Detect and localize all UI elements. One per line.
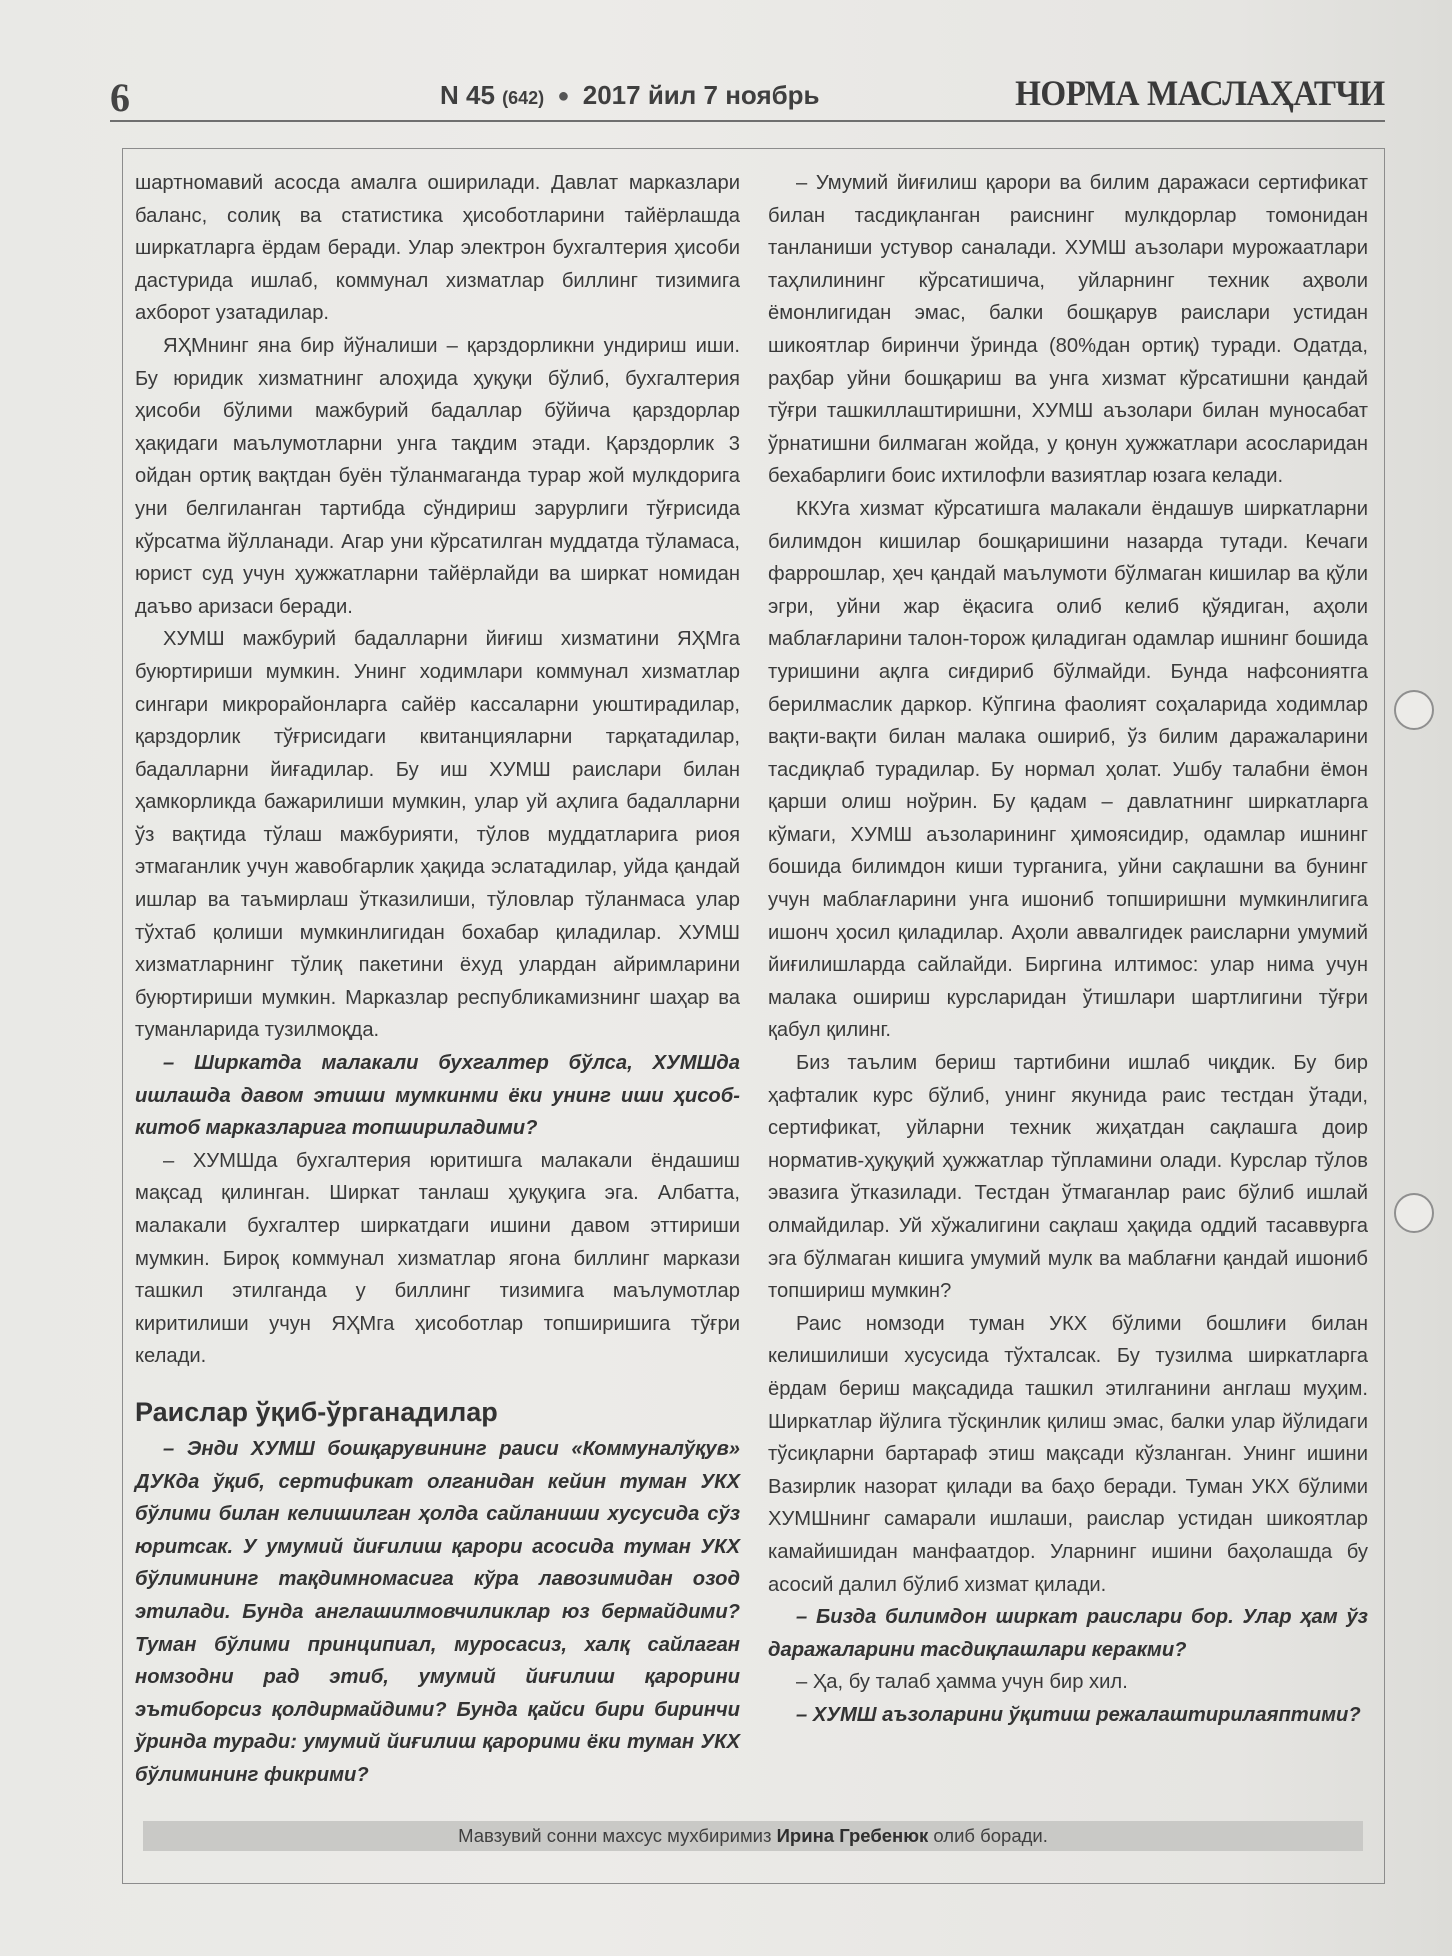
issue-number: N 45 [440, 80, 495, 110]
left-column [135, 167, 740, 1792]
binder-hole [1394, 690, 1434, 730]
interview-question: – Бизда билимдон ширкат раислари бор. Улар ҳам ўз даражаларини тасдиқлашлари керакми? [768, 1606, 1368, 1661]
interview-answer: – ХУМШда бухгалтерия юритишга малакали ёндашиш мақсад қилинган. Ширкат танлаш ҳуқуқига эга. Албатта, малакали бухгалтер ширкатдаги ишини давом эттириши мумкин. Бироқ коммунал хизматлар ягона биллинг маркази ташкил этилганда у биллинг тизимига маълумотлар киритилиши учун ЯҲМга ҳисоботлар топширишига тўғри келади. [135, 1149, 740, 1368]
paragraph: шартномавий асосда амалга оширилади. Давлат марказлари баланс, солиқ ва статистика ҳисоботларини тайёрлашда ширкатларга ёрдам беради. Улар электрон бухгалтерия ҳисоби дастурида ишлаб, коммунал хизматлар биллинг тизимига ахборот узатадилар. [135, 172, 740, 325]
bullet-icon: ● [557, 85, 570, 107]
byline-text-end: олиб боради. [933, 1825, 1048, 1846]
issue-info [440, 80, 820, 111]
paragraph: ХУМШ мажбурий бадалларни йиғиш хизматини ЯҲМга буюртириши мумкин. Унинг ходимлари коммунал хизматлар сингари микрорайонларга сайёр кассаларни уюштирадилар, қарздорлик тўғрисидаги квитанцияларни тарқатадилар, бадалларни йиғадилар. Бу иш ХУМШ раислари билан ҳамкорликда бажарилиши мумкин, улар уй аҳлига бадалларни ўз вақтида тўлаш мажбурияти, тўлов муддатларига риоя этмаганлик учун жавобгарлик ҳақида эслатадилар, уйда қандай ишлар ва таъмирлаш ўтказилиши, тўловлар тўланмаса улар тўхтаб қолиши мумкинлигидан бохабар қиладилар. ХУМШ хизматларнинг тўлиқ пакетини ёхуд улардан айримларини буюртириши мумкин. Марказлар республикамизнинг шаҳар ва туманларида тузилмоқда. [135, 628, 740, 1042]
page-header [110, 70, 1385, 122]
masthead: НОРМА МАСЛАҲАТЧИ [1015, 73, 1385, 113]
binder-hole [1394, 1193, 1434, 1233]
paragraph: Биз таълим бериш тартибини ишлаб чиқдик. Бу бир ҳафталик курс бўлиб, унинг якунида раис тестдан ўтади, сертификат, уйларни техник жиҳатдан сақлашга доир норматив-ҳуқуқий ҳужжатлар тўпламини олади. Курслар тўлов эвазига ўтказилади. Тестдан ўтмаганлар раис бўлиб ишлай олмайдилар. Уй хўжалигини сақлаш ҳақида оддий тасаввурга эга бўлмаган кишига умумий мулк ва маблағни қандай ишониб топшириш мумкин? [768, 1052, 1368, 1303]
interview-answer: – Ҳа, бу талаб ҳамма учун бир хил. [796, 1671, 1128, 1694]
paragraph: ЯҲМнинг яна бир йўналиши – қарздорликни ундириш иши. Бу юридик хизматнинг алоҳида ҳуқуқи бўлиб, бухгалтерия ҳисоби бўлими мажбурий бадаллар бўйича қарздорлар ҳақидаги маълумотларни унга тақдим этади. Қарздорлик 3 ойдан ортиқ вақтдан буён тўланмаганда турар жой мулкдорига уни белгиланган тартибда сўндириш зарурлиги тўғрисида кўрсатма йўлланади. Агар уни кўрсатилган муддатда тўламаса, юрист суд учун ҳужжатларни тайёрлайди ва ширкат номидан даъво аризаси беради. [135, 334, 740, 618]
issue-date: 2017 йил 7 ноябрь [582, 80, 820, 110]
interview-question: – Ширкатда малакали бухгалтер бўлса, ХУМШда ишлашда давом этиши мумкинми ёки унинг иши ҳисоб-китоб марказларига топшириладими? [135, 1052, 740, 1140]
byline-author: Ирина Гребенюк [776, 1825, 929, 1846]
interview-question: – ХУМШ аъзоларини ўқитиш режалаштирилаяптими? [796, 1703, 1361, 1726]
byline-footer [143, 1821, 1363, 1851]
interview-question: – Энди ХУМШ бошқарувининг раиси «Коммуналўқув» ДУКда ўқиб, сертификат олганидан кейин туман УКХ бўлими билан келишилган ҳолда сайланиши хусусида сўз юритсак. У умумий йиғилиш қарори асосида туман УКХ бўлимининг тақдимномасига кўра лавозимидан озод этилади. Бунда англашилмовчиликлар юз бермайдими? Туман бўлими принципиал, муросасиз, халқ сайлаган номзодни рад этиб, умумий йиғилиш қарорини эътиборсиз қолдирмайдими? Бунда қайси бири биринчи ўринда туради: умумий йиғилиш қарорими ёки туман УКХ бўлимининг фикрими? [135, 1437, 740, 1786]
section-subheading: Раислар ўқиб-ўрганадилар [135, 1396, 498, 1427]
interview-answer: – Умумий йиғилиш қарори ва билим даражаси сертификат билан тасдиқланган раиснинг мулкдорлар томонидан танланиши устувор саналади. ХУМШ аъзолари мурожаатлари таҳлилининг кўрсатишича, уйларнинг техник аҳволи ёмонлигидан эмас, балки бошқарув раислари устидан шикоятлар биринчи ўринда (80%дан ортиқ) туради. Одатда, раҳбар уйни бошқариш ва унга хизмат кўрсатишни қандай тўғри ташкиллаштиришни, ХУМШ аъзолари билан муносабат ўрнатишни билмаган жойда, у қонун ҳужжатлари асосларидан бехабарлиги боис ихтилофли вазиятлар юзага келади. [768, 172, 1368, 488]
page-number: 6 [110, 75, 130, 120]
issue-sub-number: (642) [502, 88, 545, 108]
byline-text: Мавзувий сонни махсус мухбиримиз [458, 1825, 772, 1846]
paragraph: Раис номзоди туман УКХ бўлими бошлиғи билан келишилиши хусусида тўхталсак. Бу тузилма ширкатларга ёрдам бериш мақсадида ташкил этилганини англаш муҳим. Ширкатлар йўлига тўсқинлик қилиш эмас, балки улар йўлидаги тўсиқларни бартараф этиш мақсади кўзланган. Унинг ишини Вазирлик назорат қилади ва баҳо беради. Туман УКХ бўлими ХУМШнинг самарали ишлаши, раислар устидан шикоятлар камайишидан манфаатдор. Уларнинг ишини баҳолашда бу асосий далил бўлиб хизмат қилади. [768, 1312, 1368, 1596]
article-frame [122, 148, 1385, 1884]
right-column [768, 167, 1368, 1732]
paragraph: ККУга хизмат кўрсатишга малакали ёндашув ширкатларни билимдон кишилар бошқаришини назарда тутади. Кечаги фаррошлар, ҳеч қандай маълумоти бўлмаган кишилар ва қўли эгри, уйни жар ёқасига олиб келиб қўядиган, аҳоли маблағларини талон-торож қиладиган одамлар ишнинг бошида туришини ақлга сиғдириб бўлмайди. Бунда нафсониятга берилмаслик даркор. Кўпгина фаолият соҳаларида ходимлар вақти-вақти билан малака ошириб, ўз билим даражаларини тасдиқлаб турадилар. Бу нормал ҳолат. Ушбу талабни ёмон қарши олиш ноўрин. Бу қадам – давлатнинг ширкатларга кўмаги, ХУМШ аъзоларининг ҳимоясидир, одамлар ишнинг бошида билимдон киши турганига, уйни сақлашни ва бунинг учун маблағларини унга ишониб топширишни мумкинлигига ишонч ҳосил қиладилар. Аҳоли аввалгидек раисларни умумий йиғилишларда сайлайди. Биргина илтимос: улар нима учун малака ошириш курсларидан ўтишлари шартлигини тўғри қабул қилинг. [768, 497, 1368, 1042]
